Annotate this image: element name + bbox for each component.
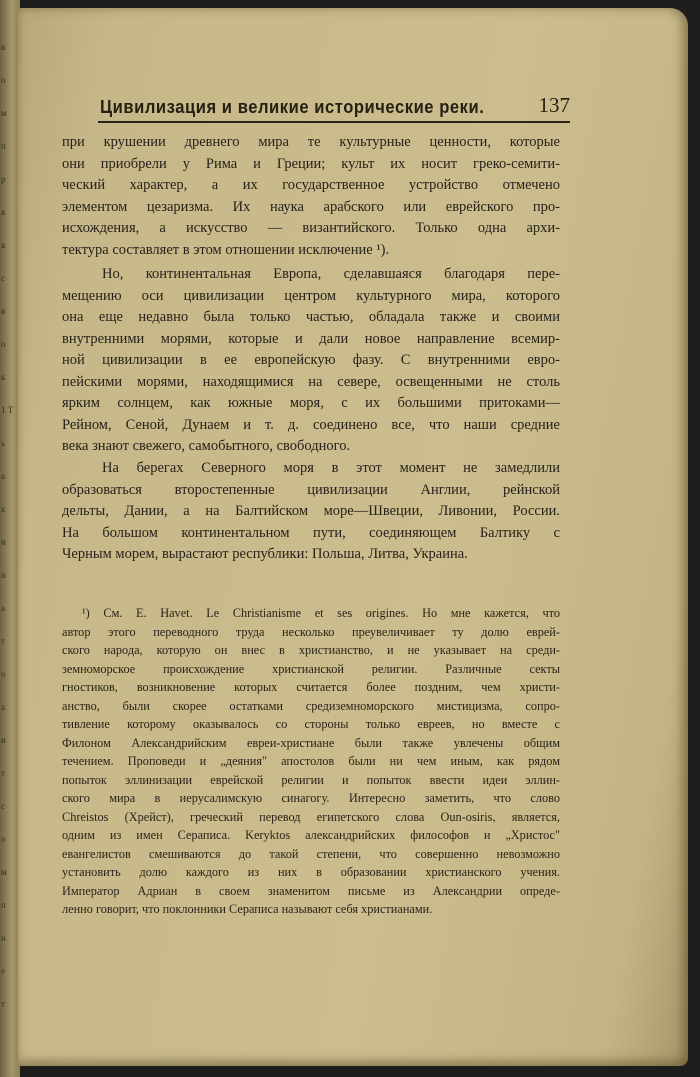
text-line: Черным морем, вырастают республики: Польша, Литва, Украина. bbox=[62, 546, 468, 562]
text-line: ческий характер, а их государственное устройство отмечено bbox=[62, 177, 560, 193]
edge-fragment: а bbox=[1, 702, 5, 712]
edge-fragment: п bbox=[1, 900, 6, 910]
adjacent-page-edge bbox=[0, 0, 20, 1077]
edge-fragment: 1 Т bbox=[1, 405, 14, 415]
edge-fragment: ь bbox=[1, 438, 6, 448]
edge-fragment: т bbox=[1, 768, 5, 778]
header-rule bbox=[98, 121, 570, 123]
edge-fragment: м bbox=[1, 108, 7, 118]
edge-fragment: в bbox=[1, 42, 6, 52]
text-line: На берегах Северного моря в этот момент не замедлили bbox=[102, 460, 560, 476]
edge-fragment: о bbox=[1, 339, 6, 349]
text-line: мещению оси цивилизации центром культурного мира, которого bbox=[62, 287, 560, 304]
edge-fragment: и bbox=[1, 537, 6, 547]
edge-fragment: о bbox=[1, 834, 6, 844]
edge-fragment: с bbox=[1, 273, 5, 283]
text-line: внутренними морями, которые и дали новое направление всемир- bbox=[62, 330, 560, 347]
text-line: дельты, Дании, а на Балтийском море—Швеции, Ливонии, России. bbox=[62, 503, 560, 519]
edge-fragment: а bbox=[1, 603, 5, 613]
paragraph-1 bbox=[62, 132, 560, 261]
footnote bbox=[62, 604, 560, 919]
edge-fragment: м bbox=[1, 867, 7, 877]
text-line: евангелистов смешиваются до такой степени, что совершенно невозможно bbox=[62, 846, 560, 861]
text-line: земноморское происхождение христианской религии. Различные секты bbox=[62, 661, 560, 676]
running-title: Цивилизация и великие исторические реки. bbox=[100, 97, 485, 117]
text-line: при крушении древнего мира те культурные ценности, которые bbox=[62, 134, 560, 150]
text-line: ского мира в иерусалимскую синагогу. Интересно заметить, что слово bbox=[62, 791, 560, 805]
text-line: ского народа, которую он внес в христианство, и не указывает на среди- bbox=[62, 643, 560, 657]
text-line: элементом цезаризма. Их наука арабского или еврейского про- bbox=[62, 198, 560, 215]
edge-fragment: р bbox=[1, 174, 6, 184]
edge-fragment: к bbox=[1, 372, 6, 382]
edge-fragment: е bbox=[1, 966, 5, 976]
edge-fragment: а bbox=[1, 471, 5, 481]
adjacent-page-text bbox=[0, 0, 18, 1077]
edge-fragment: н bbox=[1, 570, 6, 580]
page-header bbox=[100, 92, 570, 118]
text-line: одним из имен Сераписа. Keryktos александрийских философов и „Христос" bbox=[62, 828, 560, 842]
text-line: они приобрели у Рима и Греции; культ их носит греко-семити- bbox=[62, 155, 560, 172]
text-line: исхождения, а искусство — византийского. Только одна архи- bbox=[62, 220, 560, 236]
text-line: века знают свежего, самобытного, свободного. bbox=[62, 438, 351, 454]
text-line: Но, континентальная Европа, сделавшаяся благодаря пере- bbox=[102, 266, 560, 282]
edge-fragment: т bbox=[1, 636, 5, 646]
edge-fragment: в bbox=[1, 240, 6, 250]
paragraph-3 bbox=[62, 458, 560, 566]
edge-fragment: о bbox=[1, 669, 6, 679]
text-line: Рейном, Сеной, Дунаем и т. д. соединено все, что наши средние bbox=[62, 416, 560, 433]
text-line: попыток эллинизации еврейской религии и попыток ввести идеи эллин- bbox=[62, 772, 560, 787]
text-line: Филоном Александрийским евреи-христиане были также увлечены общим bbox=[62, 735, 560, 750]
text-line: На большом континентальном пути, соединяющем Балтику с bbox=[62, 524, 560, 541]
edge-fragment: о bbox=[1, 75, 6, 85]
text-line: гностиков, возникновение которых считается более поздним, чем христи- bbox=[62, 680, 560, 694]
text-line: ¹) См. E. Havet. Le Christianisme et ses origines. Но мне кажется, что bbox=[82, 606, 560, 620]
text-line: тектура составляет в этом отношении исключение ¹). bbox=[62, 241, 390, 258]
edge-fragment: с bbox=[1, 801, 5, 811]
edge-fragment: к bbox=[1, 504, 6, 514]
edge-fragment: н bbox=[1, 933, 6, 943]
text-line: она еще недавно была только частью, обладала также и своими bbox=[62, 309, 560, 325]
text-line: автор этого переводного труда несколько преувеличивает ту долю еврей- bbox=[62, 624, 560, 639]
text-line: анство, были скорее остатками средиземноморского мистицизма, сопро- bbox=[62, 698, 560, 713]
text-line: тивление которому оказывалось со стороны только евреев, но вместе с bbox=[62, 717, 560, 731]
text-line: течением. Проповеди и „деяния" апостолов были ни чем иным, как рядом bbox=[62, 754, 560, 768]
edge-fragment: я bbox=[1, 306, 6, 316]
text-line: ярким солнцем, как южные моря, с их большими притоками— bbox=[62, 395, 560, 411]
text-line: Chreistos (Хрейст), греческий перевод египетского слова Оun-osiris, является, bbox=[62, 809, 560, 824]
text-line: ленно говорит, что поклонники Сераписа называют себя христианами. bbox=[62, 902, 433, 916]
text-line: образоваться второстепенные цивилизации Англии, рейнской bbox=[62, 481, 560, 498]
text-line: ной цивилизации в ее европейскую фазу. С внутренними евро- bbox=[62, 352, 560, 368]
edge-fragment: в bbox=[1, 207, 6, 217]
paragraph-2 bbox=[62, 264, 560, 458]
page-number: 137 bbox=[538, 93, 570, 117]
text-line: установить долю каждого из них в образовании христианского учения. bbox=[62, 865, 560, 879]
edge-fragment: и bbox=[1, 735, 6, 745]
text-line: Император Адриан в своем знаменитом письме из Александрии опреде- bbox=[62, 883, 560, 898]
text-line: пейскими морями, находящимися на севере, освещенными не столь bbox=[62, 373, 560, 390]
edge-fragment: п bbox=[1, 141, 6, 151]
edge-fragment: т bbox=[1, 999, 5, 1009]
